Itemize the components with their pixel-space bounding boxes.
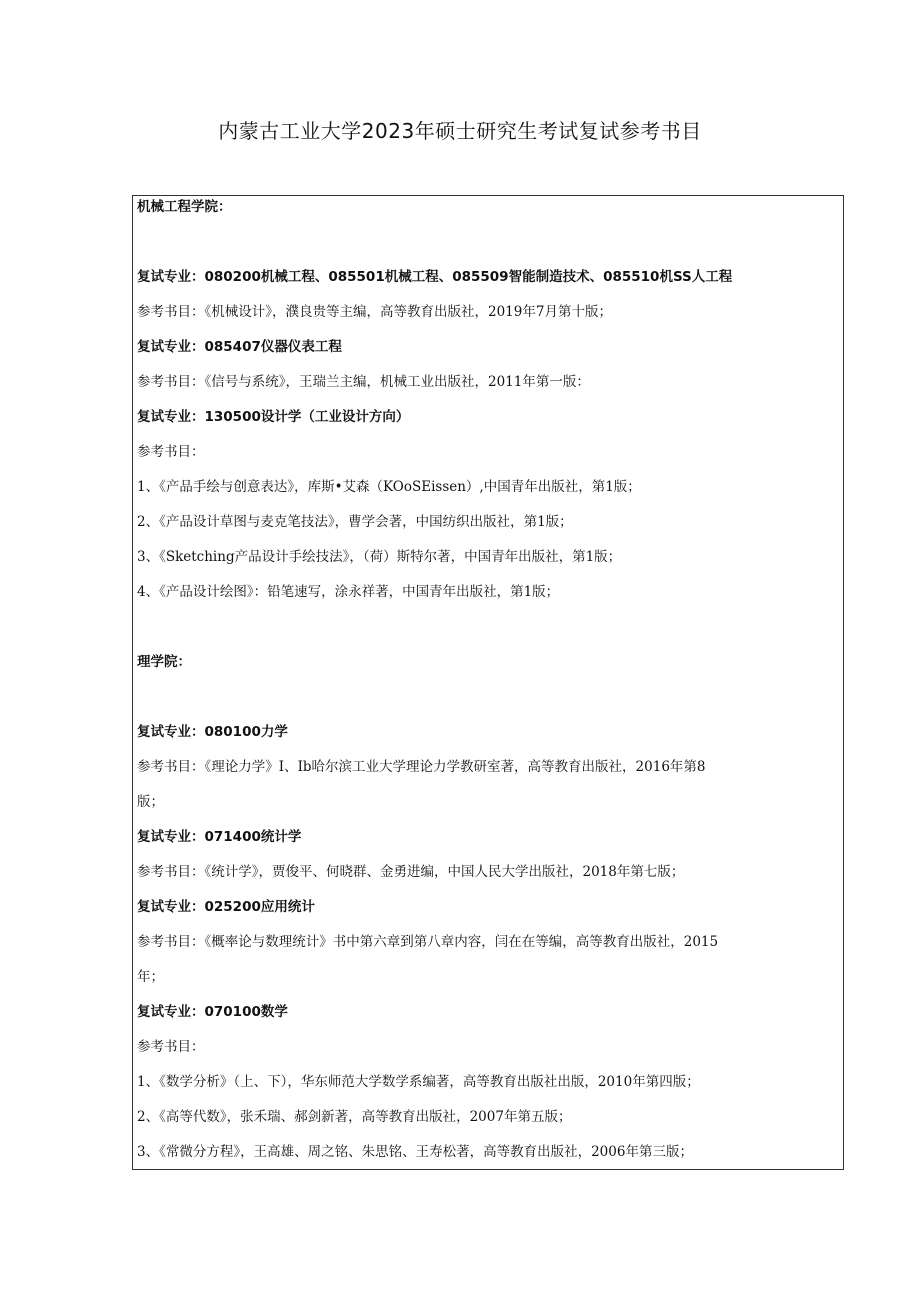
major-line: 复试专业：085407仪器仪表工程 — [137, 339, 342, 355]
major-line: 复试专业：025200应用统计 — [137, 899, 315, 915]
reference-item: 4、《产品设计绘图》：铅笔速写，涂永祥著，中国青年出版社，第1版； — [137, 584, 560, 600]
reference-item: 1、《数学分析》（上、下），华东师范大学数学系编著，高等教育出版社出版，2010年第四版； — [137, 1074, 700, 1090]
reference-line-continued: 版； — [137, 794, 164, 810]
reference-line: 参考书目：《理论力学》I、Ib哈尔滨工业大学理论力学教研室著，高等教育出版社，2016年第8 — [137, 759, 706, 775]
reference-item: 1、《产品手绘与创意表达》，库斯•艾森（KOoSEissen）,中国青年出版社，第1版； — [137, 479, 641, 495]
major-line: 复试专业：071400统计学 — [137, 829, 302, 845]
content-box — [132, 195, 844, 1170]
reference-item: 3、《常微分方程》，王高雄、周之铭、朱思铭、王寿松著，高等教育出版社，2006年第三版； — [137, 1144, 693, 1160]
document-title: 内蒙古工业大学2023年硕士研究生考试复试参考书目 — [218, 119, 702, 143]
reference-line: 参考书目：《机械设计》，濮良贵等主编，高等教育出版社，2019年7月第十版； — [137, 304, 612, 320]
reference-item: 3、《Sketching产品设计手绘技法》，（荷）斯特尔著，中国青年出版社，第1版； — [137, 549, 622, 565]
major-line: 复试专业：080200机械工程、085501机械工程、085509智能制造技术、085510机SS人工程 — [137, 269, 733, 285]
reference-label: 参考书目： — [137, 1039, 205, 1055]
major-line: 复试专业：080100力学 — [137, 724, 288, 740]
reference-label: 参考书目： — [137, 444, 205, 460]
reference-line: 参考书目：《统计学》，贾俊平、何晓群、金勇进编，中国人民大学出版社，2018年第七版； — [137, 864, 685, 880]
section-heading-science: 理学院： — [137, 654, 191, 670]
reference-line-continued: 年； — [137, 969, 164, 985]
major-line: 复试专业：130500设计学（工业设计方向） — [137, 409, 410, 425]
major-line: 复试专业：070100数学 — [137, 1004, 288, 1020]
reference-item: 2、《产品设计草图与麦克笔技法》，曹学会著，中国纺织出版社，第1版； — [137, 514, 573, 530]
reference-item: 2、《高等代数》，张禾瑞、郝剑新著，高等教育出版社，2007年第五版； — [137, 1109, 572, 1125]
section-heading-mechanical: 机械工程学院： — [137, 199, 232, 215]
reference-line: 参考书目：《信号与系统》，王瑞兰主编，机械工业出版社，2011年第一版： — [137, 374, 590, 390]
reference-line: 参考书目：《概率论与数理统计》书中第六章到第八章内容，闫在在等编，高等教育出版社，2015 — [137, 934, 719, 950]
